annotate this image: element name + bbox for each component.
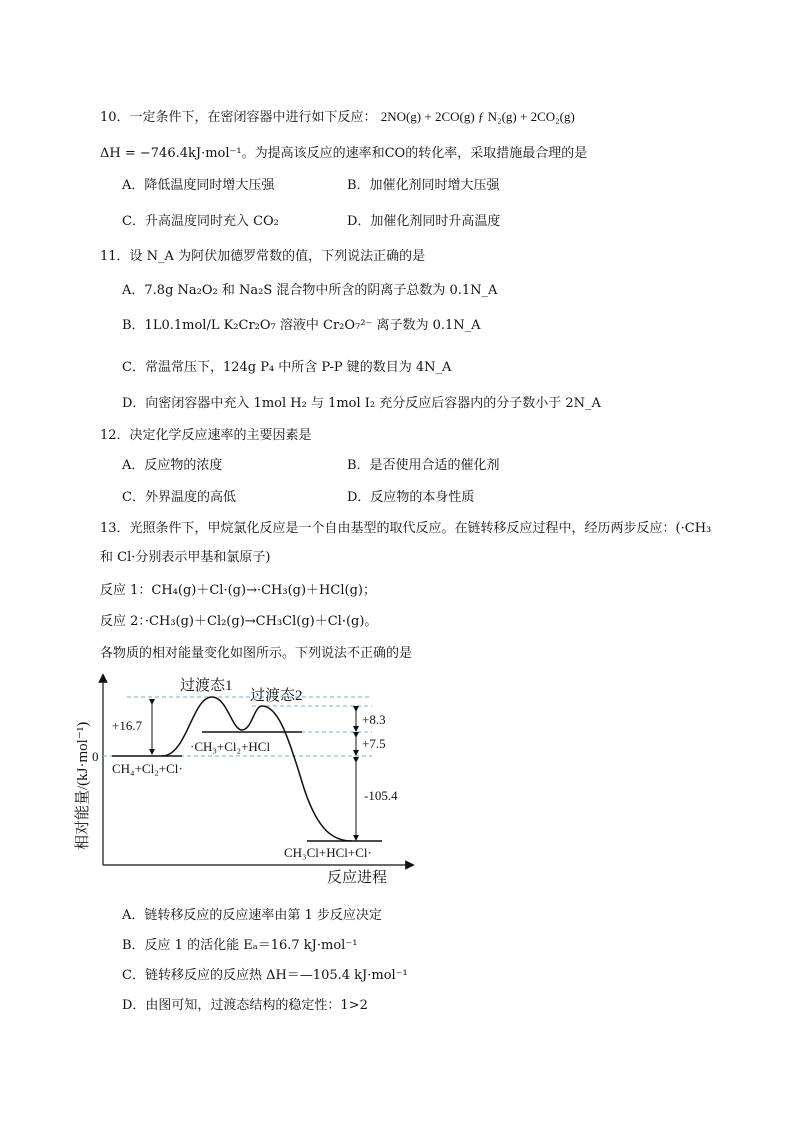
- q13-option-c[interactable]: C．链转移反应的反应热 ΔH＝—105.4 kJ·mol⁻¹: [122, 968, 408, 983]
- q13-option-d[interactable]: D．由图可知，过渡态结构的稳定性：1>2: [122, 998, 368, 1013]
- q13-reaction-1: 反应 1：CH₄(g)＋Cl·(g)→·CH₃(g)＋HCl(g)；: [100, 583, 376, 598]
- q12-option-b[interactable]: B．是否使用合适的催化剂: [347, 458, 500, 473]
- q13-reaction-2: 反应 2：·CH₃(g)＋Cl₂(g)→CH₃Cl(g)＋Cl·(g)。: [100, 614, 378, 629]
- q10-stem-b: ΔH = −746.4kJ·mol⁻¹。为提高该反应的速率和CO的转化率，采取措施最合理的是: [100, 146, 588, 161]
- q13-option-a[interactable]: A．链转移反应的反应速率由第 1 步反应决定: [122, 908, 382, 923]
- x-axis-label: 反应进程: [327, 870, 388, 886]
- q11-option-b[interactable]: B．1L0.1mol/L K₂Cr₂O₇ 溶液中 Cr₂O₇²⁻ 离子数为 0.1N_A: [122, 318, 481, 333]
- q10-option-c[interactable]: C．升高温度同时充入 CO₂: [122, 214, 279, 229]
- products-label: CH₃Cl+HCl+Cl·: [284, 845, 372, 860]
- q10-option-a[interactable]: A．降低温度同时增大压强: [122, 178, 275, 193]
- ea2-label: +8.3: [362, 712, 386, 727]
- q10-option-d[interactable]: D．加催化剂同时升高温度: [347, 214, 501, 229]
- gap-label: +7.5: [362, 736, 386, 751]
- q11-option-a[interactable]: A．7.8g Na₂O₂ 和 Na₂S 混合物中所含的阴离子总数为 0.1N_A: [122, 283, 498, 298]
- ea1-label: +16.7: [112, 718, 143, 733]
- q11-option-d[interactable]: D．向密闭容器中充入 1mol H₂ 与 1mol I₂ 充分反应后容器内的分子数小于 2N_A: [122, 396, 601, 411]
- q10-equation: 2NO(g) + 2CO(g) ƒ N₂(g) + 2CO₂(g): [380, 109, 575, 124]
- q11-option-c[interactable]: C．常温常压下，124g P₄ 中所含 P-P 键的数目为 4N_A: [122, 360, 452, 375]
- reaction-curve: [162, 697, 352, 841]
- q10-option-b[interactable]: B．加催化剂同时增大压强: [347, 178, 500, 193]
- y-axis-label: 相对能量/(kJ·mol⁻¹): [75, 721, 91, 850]
- q12-stem: 12．决定化学反应速率的主要因素是: [100, 428, 312, 443]
- zero-label: 0: [92, 749, 99, 764]
- q12-option-d[interactable]: D．反应物的本身性质: [347, 490, 475, 505]
- q13-stem-b: 和 Cl·分别表示甲基和氯原子): [100, 550, 271, 565]
- q11-stem: 11．设 N_A 为阿伏加德罗常数的值，下列说法正确的是: [100, 249, 426, 264]
- ts2-label: 过渡态2: [250, 688, 303, 704]
- q12-option-c[interactable]: C．外界温度的高低: [122, 490, 236, 505]
- q13-stem-a: 13．光照条件下，甲烷氯化反应是一个自由基型的取代反应。在链转移反应过程中，经历两步反应：(·CH₃: [100, 521, 712, 536]
- q13-stem-c: 各物质的相对能量变化如图所示。下列说法不正确的是: [100, 646, 413, 661]
- energy-profile-diagram: [72, 672, 422, 892]
- intermediate-label: ·CH₃+Cl₂+HCl: [190, 739, 271, 754]
- q10-stem-a: 10．一定条件下，在密闭容器中进行如下反应：: [100, 110, 377, 125]
- reactants-label: CH₄+Cl₂+Cl·: [112, 761, 183, 776]
- ts1-label: 过渡态1: [180, 678, 233, 694]
- q12-option-a[interactable]: A．反应物的浓度: [122, 458, 223, 473]
- q10-stem-line1: [100, 108, 575, 127]
- q13-option-b[interactable]: B．反应 1 的活化能 Eₐ＝16.7 kJ·mol⁻¹: [122, 938, 358, 953]
- drop-label: -105.4: [364, 788, 398, 803]
